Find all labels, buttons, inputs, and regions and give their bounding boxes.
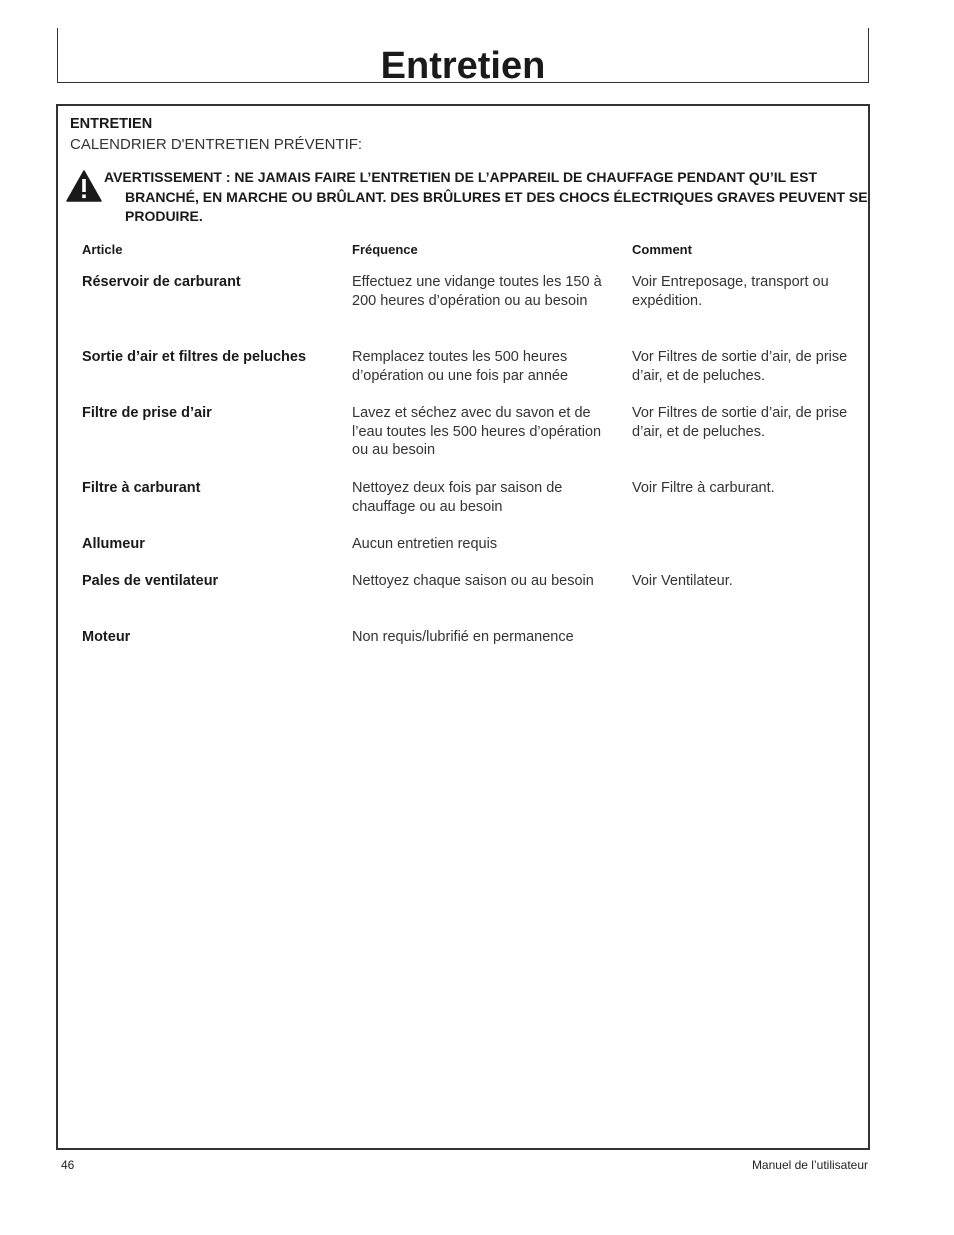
cell-frequency: Lavez et séchez avec du savon et de l’eau toutes les 500 heures d’opération ou au besoin — [352, 405, 602, 459]
table-row — [82, 535, 852, 572]
maintenance-schedule-table — [82, 242, 852, 665]
warning-text: AVERTISSEMENT : NE JAMAIS FAIRE L’ENTRETIEN DE L’APPAREIL DE CHAUFFAGE PENDANT QU’IL EST BRANCHÉ, EN MARCHE OU BRÛLANT. DES BRÛLURES ET DES CHOCS ÉLECTRIQUES GRAVES PEUVENT SE PRODUIRE. — [104, 169, 868, 224]
page-title: Entretien — [380, 45, 546, 87]
page-number: 46 — [61, 1158, 75, 1172]
table-row — [82, 404, 852, 479]
table-row — [82, 572, 852, 628]
cell-article: Filtre à carburant — [82, 480, 201, 496]
table-row — [82, 628, 852, 665]
cell-article: Sortie d’air et filtres de peluches — [82, 349, 307, 365]
warning-triangle-icon — [66, 170, 102, 202]
table-row — [82, 273, 852, 348]
cell-frequency: Effectuez une vidange toutes les 150 à 200 heures d’opération ou au besoin — [352, 274, 602, 309]
table-row — [82, 348, 852, 404]
footer-label: Manuel de l’utilisateur — [751, 1158, 868, 1172]
cell-frequency: Remplacez toutes les 500 heures d’opération ou une fois par année — [352, 349, 569, 384]
cell-comment: Voir Filtre à carburant. — [632, 480, 775, 496]
table-row — [82, 479, 852, 535]
title-box — [57, 28, 869, 87]
cell-frequency: Aucun entretien requis — [352, 536, 498, 552]
cell-article: Pales de ventilateur — [82, 573, 219, 589]
cell-frequency: Nettoyez chaque saison ou au besoin — [352, 573, 594, 589]
cell-comment: Voir Entreposage, transport ou expédition. — [632, 274, 829, 309]
cell-article: Allumeur — [82, 536, 145, 552]
header-frequency: Fréquence — [352, 242, 418, 257]
header-comment: Comment — [632, 242, 692, 257]
cell-comment: Vor Filtres de sortie d’air, de prise d’air, et de peluches. — [632, 349, 848, 384]
cell-article: Moteur — [82, 629, 131, 645]
cell-article: Réservoir de carburant — [82, 274, 241, 290]
table-header — [82, 242, 852, 273]
cell-frequency: Nettoyez deux fois par saison de chauffage ou au besoin — [352, 480, 563, 515]
section-subheading: CALENDRIER D'ENTRETIEN PRÉVENTIF: — [70, 136, 363, 153]
maintenance-section — [56, 104, 870, 1150]
header-article: Article — [82, 242, 123, 257]
section-heading: ENTRETIEN — [70, 116, 153, 132]
warning-block — [66, 168, 868, 228]
cell-comment: Voir Ventilateur. — [632, 573, 733, 589]
cell-article: Filtre de prise d’air — [82, 405, 212, 421]
cell-comment: Vor Filtres de sortie d’air, de prise d’air, et de peluches. — [632, 405, 848, 440]
cell-frequency: Non requis/lubrifié en permanence — [352, 629, 574, 645]
